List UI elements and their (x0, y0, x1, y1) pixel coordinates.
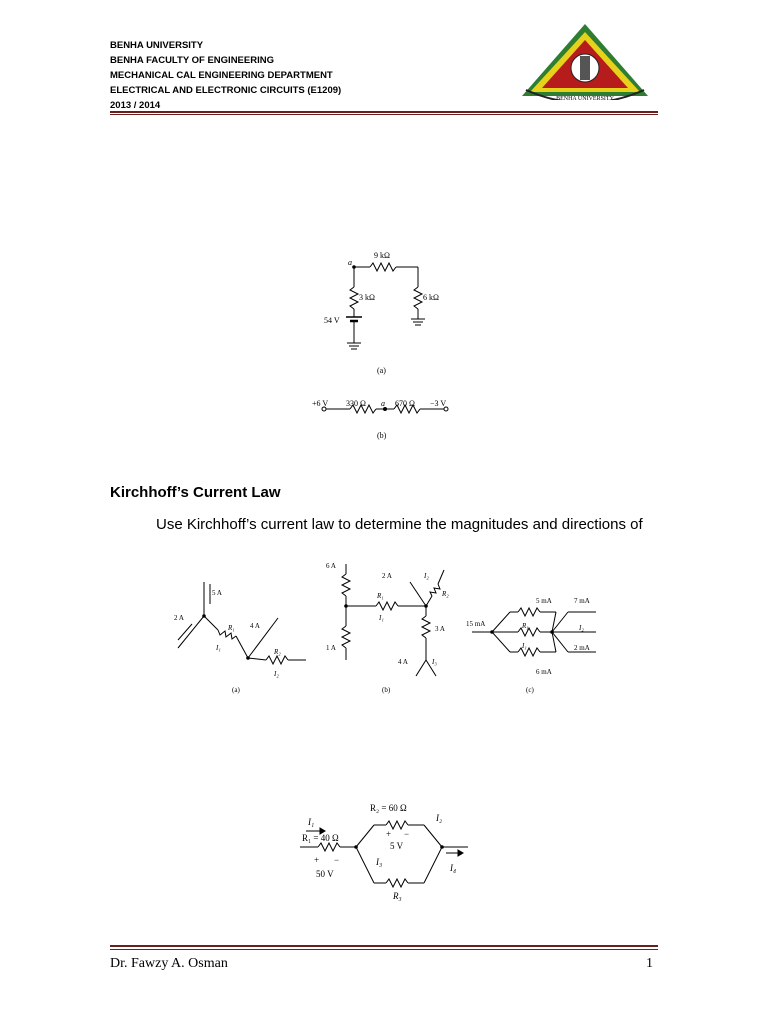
fig2b-2a: 2 A (382, 572, 392, 580)
fig2b-caption: (b) (382, 686, 391, 694)
fig3-r1: R₁ = 40 Ω (302, 833, 339, 843)
fig1b-r1: 330 Ω (346, 399, 366, 408)
header-line-year: 2013 / 2014 (110, 100, 161, 111)
fig1a-caption: (a) (377, 366, 386, 375)
footer-rule-thin (110, 949, 658, 950)
logo-text: BENHA UNIVERSITY (556, 96, 614, 100)
fig2a-i2: I₂ (274, 670, 279, 678)
fig2c-i1: I₁ (522, 642, 527, 650)
fig3-plus-50v: + (314, 855, 320, 865)
header-rule (110, 111, 658, 113)
fig1a-r-top: 9 kΩ (374, 251, 390, 260)
header-line-university: BENHA UNIVERSITY (110, 40, 204, 51)
university-logo (520, 20, 650, 100)
footer-rule (110, 945, 658, 947)
fig2b-4a: 4 A (398, 658, 408, 666)
fig1a-node-a: a (348, 258, 352, 267)
fig2c-7ma: 7 mA (574, 597, 590, 605)
fig3-50v: 50 V (316, 869, 334, 879)
fig3-5v: 5 V (390, 841, 404, 851)
figure-2c-circuit (464, 590, 604, 700)
header-line-course: ELECTRICAL AND ELECTRONIC CIRCUITS (E1209) (110, 85, 342, 96)
fig3-i3: I₃ (376, 857, 383, 867)
header-line-faculty: BENHA FACULTY OF ENGINEERING (110, 55, 274, 66)
fig2c-2ma: 2 mA (574, 644, 590, 652)
fig3-i4: I₄ (450, 863, 457, 873)
section-title: Kirchhoff’s Current Law (110, 484, 281, 501)
fig2c-5ma: 5 mA (536, 597, 552, 605)
fig2c-i2: I₂ (579, 624, 584, 632)
fig1a-r-left: 3 kΩ (359, 293, 375, 302)
fig1b-caption: (b) (377, 431, 387, 440)
section-body-text: Use Kirchhoff’s current law to determine the magnitudes and directions of (156, 516, 643, 533)
document-header (110, 38, 341, 113)
figure-3-circuit (296, 795, 476, 910)
fig3-r3: R₃ (393, 891, 402, 901)
fig2b-r2: R₂ (442, 590, 449, 598)
fig1b-r2: 670 Ω (395, 399, 415, 408)
fig2a-i1: I₁ (216, 644, 221, 652)
fig3-r2: R₂ = 60 Ω (370, 803, 407, 813)
fig2c-6ma: 6 mA (536, 668, 552, 676)
figure-2a-circuit (170, 560, 310, 700)
fig2b-1a: 1 A (326, 644, 336, 652)
figure-1-circuits (310, 245, 460, 450)
fig1b-node-a: a (381, 399, 385, 408)
fig1a-r-right: 6 kΩ (423, 293, 439, 302)
fig2a-r1: R₁ (228, 624, 235, 632)
header-rule-thin (110, 114, 658, 115)
fig2b-3a: 3 A (435, 625, 445, 633)
fig2b-i3: I₃ (432, 658, 437, 666)
fig1b-left-v: +6 V (312, 399, 329, 408)
fig2a-4a: 4 A (250, 622, 260, 630)
fig3-plus-5v: + (386, 829, 392, 839)
header-line-department: MECHANICAL CAL ENGINEERING DEPARTMENT (110, 70, 333, 81)
fig2b-r1: R₁ (377, 592, 384, 600)
footer-author: Dr. Fawzy A. Osman (110, 956, 228, 971)
fig2a-r2: R₂ (274, 648, 281, 656)
fig2c-15ma: 15 mA (466, 620, 486, 628)
fig2c-r1: R₁ (522, 622, 529, 630)
fig3-minus-50v: − (334, 855, 340, 865)
fig2b-i2: I₂ (424, 572, 429, 580)
fig3-i2: I₂ (436, 813, 443, 823)
fig2b-i1: I₁ (379, 614, 384, 622)
figure-2b-circuit (320, 560, 460, 700)
fig3-minus-5v: − (404, 829, 410, 839)
fig3-i1: I₁ (308, 817, 315, 827)
fig2c-caption: (c) (526, 686, 534, 694)
fig2b-6a: 6 A (326, 562, 336, 570)
fig2a-caption: (a) (232, 686, 240, 694)
fig1a-source: 54 V (324, 316, 340, 325)
fig1b-right-v: −3 V (430, 399, 447, 408)
fig2a-5a: 5 A (212, 589, 222, 597)
fig2a-2a: 2 A (174, 614, 184, 622)
footer-page-number: 1 (646, 956, 653, 971)
